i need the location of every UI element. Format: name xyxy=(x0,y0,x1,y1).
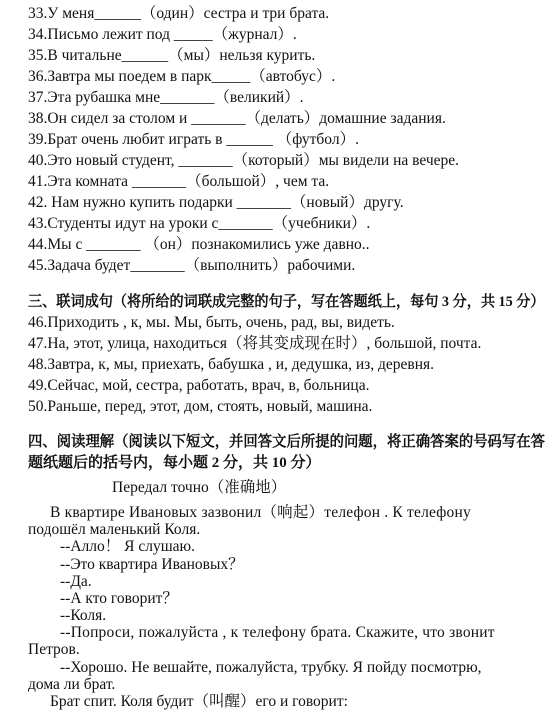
section-4-heading-line2: 题纸题后的括号内，每小题 2 分，共 10 分） xyxy=(28,455,321,471)
reading-line: подошёл маленький Коля. xyxy=(28,521,201,539)
exercise-35: 35.В читальне______（мы）нельзя курить. xyxy=(28,47,316,64)
sentence-item-49: 49.Сейчас, мой, сестра, работать, врач, в, больница. xyxy=(28,377,370,394)
reading-line: --Попроси, пожалуйста , к телефону брата. Скажите, что звонит xyxy=(60,624,495,642)
section-4-heading-line1: 四、阅读理解（阅读以下短文，并回答文后所提的问题，将正确答案的号码写在答 xyxy=(28,434,546,450)
sentence-item-48: 48.Завтра, к, мы, приехать, бабушка , и, дедушка, из, деревня. xyxy=(28,356,435,373)
sentence-item-47: 47.На, этот, улица, находиться（将其变成现在时）, большой, почта. xyxy=(28,335,482,352)
sentence-item-46: 46.Приходить , к, мы. Мы, быть, очень, рад, вы, видеть. xyxy=(28,314,395,331)
exercise-33: 33.У меня______（один）сестра и три брата. xyxy=(28,5,330,22)
exercise-44: 44.Мы с _______ （он）познакомились уже давно.. xyxy=(28,236,370,253)
reading-title: Передал точно（准确地） xyxy=(112,479,287,496)
exercise-41: 41.Эта комната _______（большой）, чем та. xyxy=(28,173,330,190)
reading-line: --А кто говорит？ xyxy=(60,589,178,607)
section-3-heading: 三、联词成句（将所给的词联成完整的句子，写在答题纸上，每句 3 分，共 15 分） xyxy=(28,294,545,310)
exercise-45: 45.Задача будет_______（выполнить）рабочими. xyxy=(28,257,356,274)
reading-line: дома ли брат. xyxy=(28,675,116,693)
exercise-40: 40.Это новый студент, _______（который）мы видели на вечере. xyxy=(28,152,460,169)
reading-line: --Хорошо. Не вешайте, пожалуйста, трубку. Я пойду посмотрю, xyxy=(60,658,482,676)
reading-line: --Да. xyxy=(60,572,92,590)
exercise-37: 37.Эта рубашка мне_______（великий）. xyxy=(28,89,304,106)
reading-line: --Коля. xyxy=(60,607,107,625)
exercise-42: 42. Нам нужно купить подарки _______（новый）другу. xyxy=(28,194,404,211)
exercise-34: 34.Письмо лежит под _____（журнал）. xyxy=(28,26,297,43)
exercise-36: 36.Завтра мы поедем в парк_____（автобус）. xyxy=(28,68,336,85)
reading-line: --Это квартира Ивановых？ xyxy=(60,555,244,573)
reading-line: Петров. xyxy=(28,641,80,659)
sentence-item-50: 50.Раньше, перед, этот, дом, стоять, новый, машина. xyxy=(28,398,373,415)
exercise-43: 43.Студенты идут на уроки с_______（учебники）. xyxy=(28,215,371,232)
exercise-39: 39.Брат очень любит играть в ______ （футбол）. xyxy=(28,131,359,148)
exercise-38: 38.Он сидел за столом и _______（делать）домашние задания. xyxy=(28,110,446,127)
reading-line: --Алло！ Я слушаю. xyxy=(60,538,195,556)
reading-line: Брат спит. Коля будит（叫醒）его и говорит: xyxy=(50,693,348,710)
reading-line: В квартире Ивановых зазвонил（响起）телефон . К телефону xyxy=(50,504,471,521)
